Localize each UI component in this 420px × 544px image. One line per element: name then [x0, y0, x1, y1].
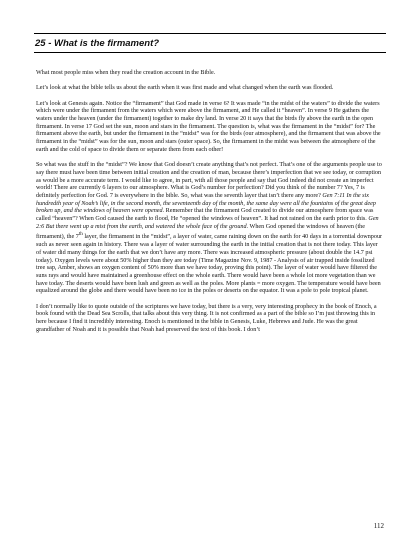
paragraph-4-part-f: layer, the firmament in the “midst”, a layer of water, came raining down on the earth for 40 days in a torrential downpour such as never seen again in history. There was a layer of water surrounding the earth in the initial creation that is not there today. This layer of water did many things for the earth that we don’t have any more. There was increased atmospheric pressure (about double the 14.7 psi today). Oxygen levels were about 50% higher than they are today (Time Magazine Nov. 9, 1987 - Analysis of air trapped inside fossilized tree sap, Amber, shows an oxygen content of 50% more than we have today, proving this point). The layer of water would have filtered the suns rays and would have maintained a greenhouse effect on the whole earth. There would have been a whole lot more vegetation than we have today. The deserts would have been lush and green as well as the poles. More plants = more oxygen. The temperature would have been equalized around the globe and there would have been no ice in the poles or deserts on the equator. It was a pole to pole tropical planet. [36, 234, 383, 295]
paragraph-3: Let’s look at Genesis again. Notice the “firmament” that God made in verse 6? It was made “in the midst of the waters” to divide the waters which were under the firmament from the waters which were above the firmament, and He called it “heaven”. In verse 9 He gathers the waters under the heaven (under the firmament) together to make dry land. In verse 20 it says that the birds fly above the earth in the open firmament. In verse 17 God set the sun, moon and stars in the firmament. The question is, what was the firmament in the “midst” for? The firmament above the earth, but under the firmament in the “midst” was for the birds (our atmosphere), and the firmament that was above the firmament in the “midst” was for the sun, moon and stars (outer space). So, the firmament in the midst was between the atmosphere of the earth and the cold of space to divide them or separate them from each other! [36, 100, 381, 153]
paragraph-4-part-e: When God opened the windows of heaven (the firmament), the 7 [36, 223, 365, 241]
paragraph-4 [36, 162, 384, 296]
paragraph-5: I don’t normally like to quote outside of the scriptures we have today, but there is a very, very interesting prophecy in the book of Enoch, a book found with the Dead Sea Scrolls, that talks about this very thing. It is not confirmed as a part of the bible so I’m just throwing this in here because I find it incredibly interesting. Enoch is mentioned in the bible in Genesis, Luke, Hebrews and Jude. He was the great grandfather of Noah and it is possible that Noah had preserved the text of this book. I don’t [36, 303, 377, 333]
section-title: 25 - What is the firmament? [35, 37, 160, 49]
paragraph-1: What most people miss when they read the creation account in the Bible. [36, 70, 216, 76]
body-text [36, 70, 384, 342]
paragraph-2: Let’s look at what the bible tells us about the earth when it was first made and what changed when the earth was flooded. [36, 85, 334, 92]
paragraph-4-part-a: So what was the stuff in the “midst”? We know that God doesn’t create anything that’s not perfect. That’s one of the arguments people use to say there must have been time between initial creation and the creation of man, because there’s imperfection that we see today, or corruption as would be a more accurate term. I would like to agree, in part, with all those people and say that God indeed did not create an imperfect world! There are currently 6 layers to our atmosphere. What is God’s number for perfection? Did you think of the number 7? Yes, 7 is definitely perfection for God. 7 is everywhere in the bible. So, what was the seventh layer that isn’t there any more? [36, 162, 382, 199]
ordinal-superscript: th [78, 231, 83, 238]
section-title-box [34, 33, 386, 53]
scripture-quote-gen-2-6: Gen 2:6 But there went up a mist from the earth, and watered the whole face of the ground. [36, 216, 379, 230]
page-number: 112 [373, 522, 384, 530]
scripture-quote-gen-7-11: Gen 7:11 In the six hundredth year of Noah’s life, in the second month, the seventeenth day of the month, the same day were all the fountains of the great deep broken up, and the windows of heaven were opened. [36, 192, 376, 215]
paragraph-4-part-c: Remember that the firmament God created to divide our atmosphere from space was called “heaven”? When God caused the earth to flood, He “opened the windows of heaven”. It had not rained on the earth prior to this. [36, 208, 374, 223]
